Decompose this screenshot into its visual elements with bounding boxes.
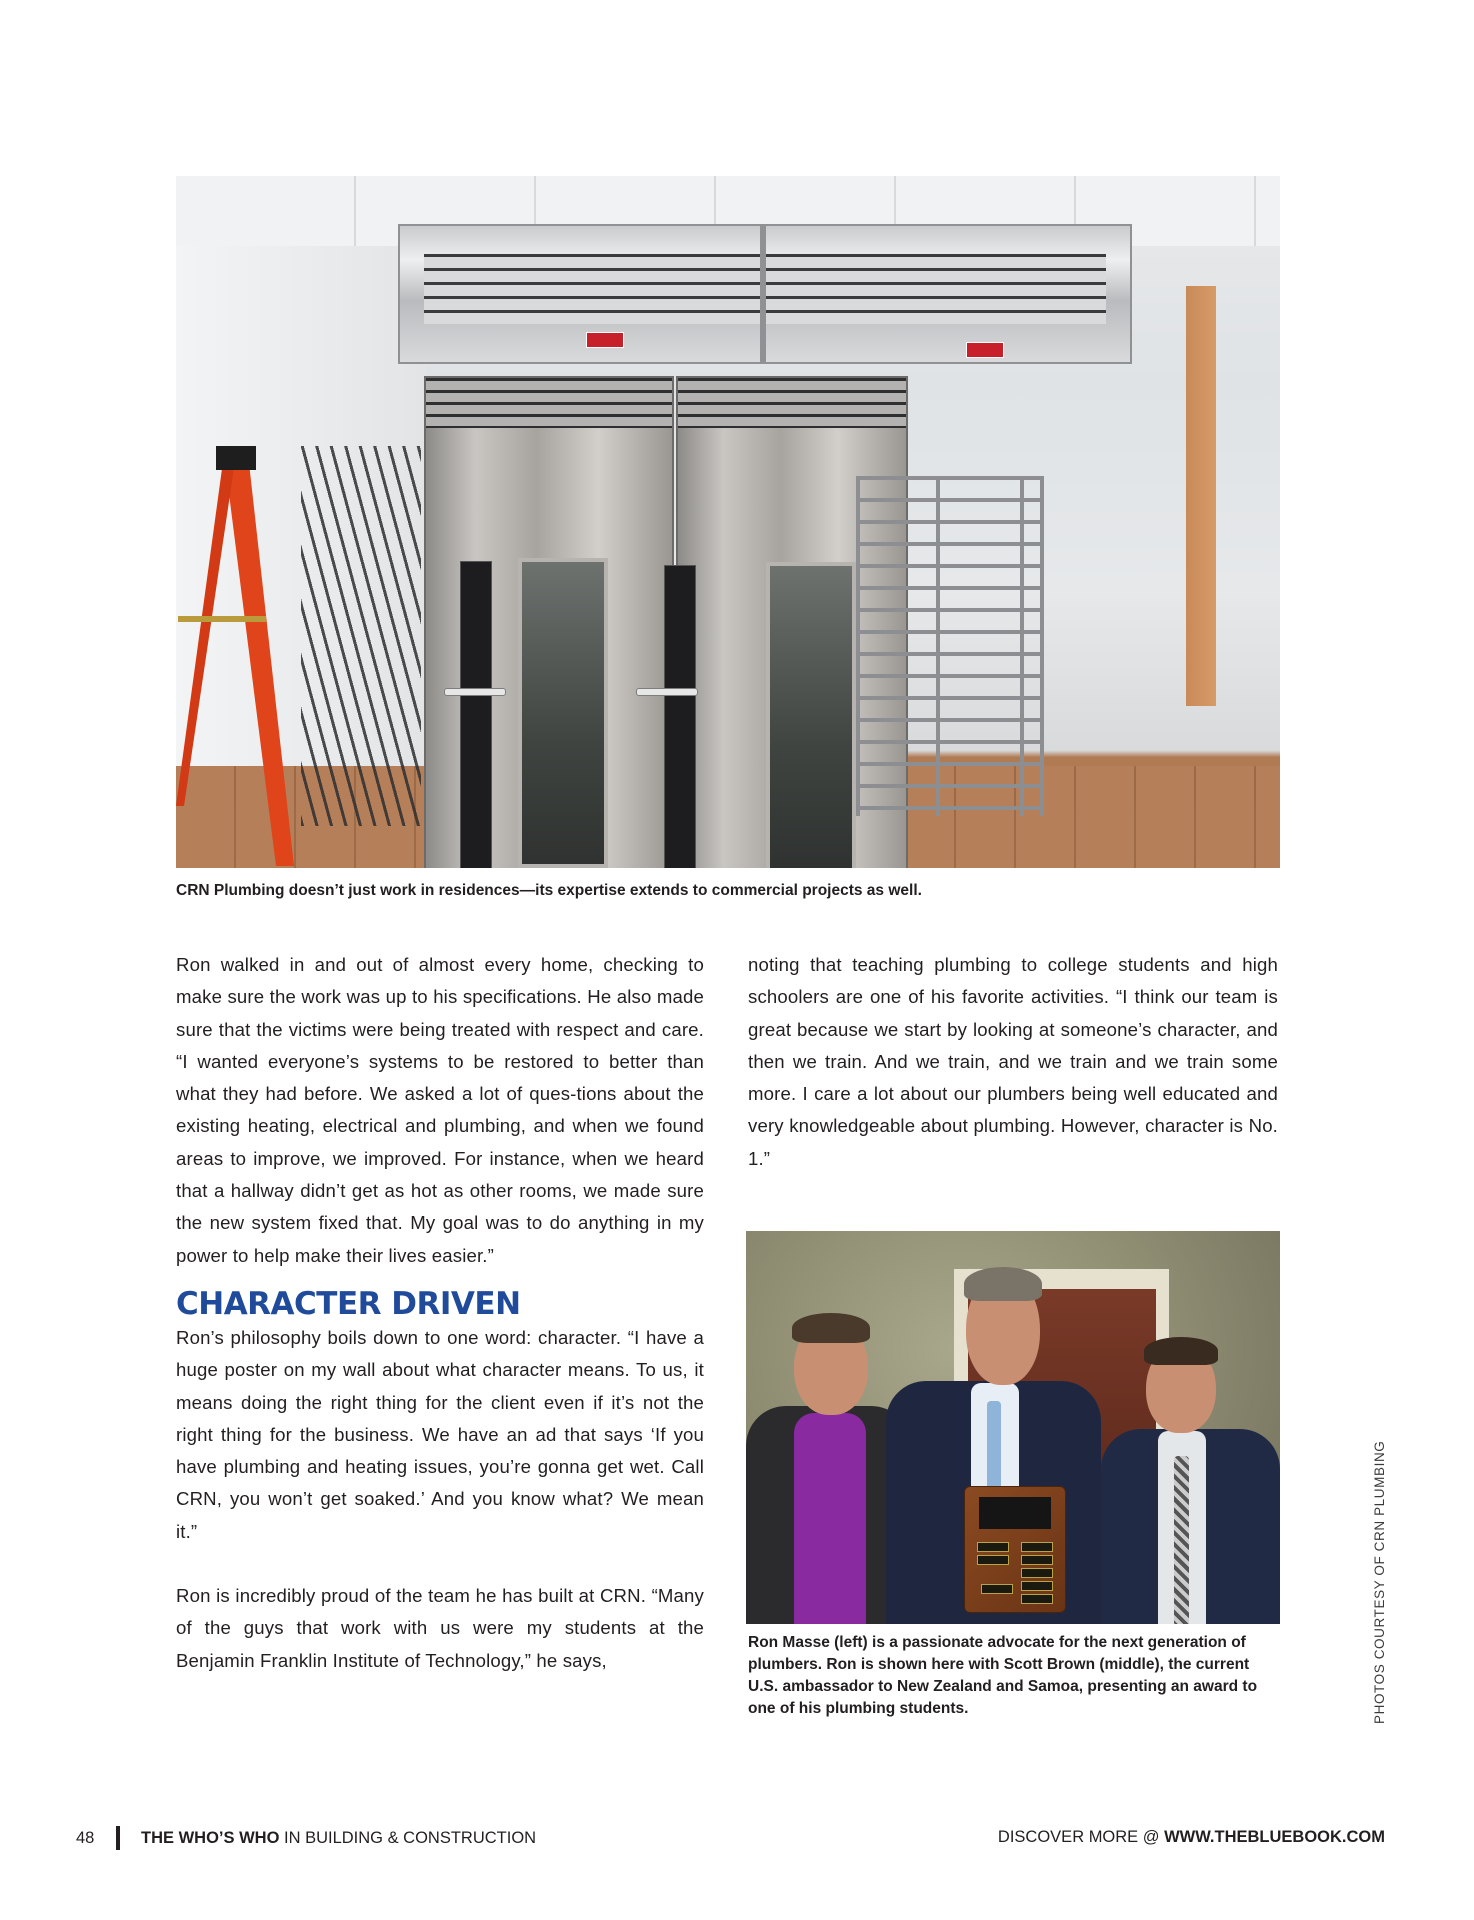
photo-credit: PHOTOS COURTESY OF CRN PLUMBING bbox=[1372, 1440, 1387, 1724]
award-photo bbox=[746, 1231, 1280, 1624]
publication-title-bold: THE WHO’S WHO bbox=[141, 1829, 280, 1847]
lbc-logo-badge bbox=[586, 332, 624, 348]
footer-divider bbox=[116, 1826, 120, 1850]
oven-control-panel bbox=[460, 561, 492, 868]
section-heading: CHARACTER DRIVEN bbox=[176, 1285, 521, 1322]
oven-door-window bbox=[518, 558, 608, 868]
page-number: 48 bbox=[76, 1829, 95, 1847]
top-photo-caption: CRN Plumbing doesn’t just work in residences—its expertise extends to commercial projects as well. bbox=[176, 882, 922, 899]
lbc-logo-badge bbox=[966, 342, 1004, 358]
paragraph: noting that teaching plumbing to college students and high schoolers are one of his favorite activities. “I think our team is great because we start by looking at someone’s character, and then we train. And we train, and we train and we train some more. I care a lot about our plumbers being well educated and very knowledgeable about plumbing. However, character is No. 1.” bbox=[748, 954, 1278, 1169]
oven-door-handle bbox=[636, 688, 698, 696]
award-plaque bbox=[964, 1486, 1066, 1613]
oven-door-window bbox=[766, 562, 856, 868]
bakery-rack bbox=[936, 476, 1044, 816]
oven-door-handle bbox=[444, 688, 506, 696]
bottom-photo-caption: Ron Masse (left) is a passionate advocate for the next generation of plumbers. Ron is shown here with Scott Brown (middle), the current U.S. ambassador to New Zealand and Samoa, presenting an award to one of his plumbing students. bbox=[748, 1634, 1258, 1717]
paragraph: Ron’s philosophy boils down to one word: character. “I have a huge poster on my wall about what character means. To us, it means doing the right thing for the client even if it’s not the right thing for the business. We have an ad that says ‘If you have plumbing and heating issues, you’re gonna get wet. Call CRN, you won’t get soaked.’ And you know what? We mean it.” bbox=[176, 1326, 704, 1542]
article-column-left bbox=[176, 949, 704, 1677]
footer-left bbox=[76, 1826, 536, 1850]
article-column-right bbox=[748, 949, 1278, 1175]
website-link[interactable]: WWW.THEBLUEBOOK.COM bbox=[1164, 1828, 1385, 1846]
paragraph: Ron is incredibly proud of the team he has built at CRN. “Many of the guys that work with us were my students at the Benjamin Franklin Institute of Technology,” he says, bbox=[176, 1585, 704, 1671]
oven-control-panel bbox=[664, 565, 696, 868]
pillar bbox=[1186, 286, 1216, 706]
discover-more-label: DISCOVER MORE @ bbox=[997, 1828, 1165, 1846]
orange-ladder bbox=[176, 446, 326, 866]
footer-right bbox=[998, 1826, 1385, 1848]
oven-hood bbox=[398, 224, 1132, 364]
paragraph: Ron walked in and out of almost every home, checking to make sure the work was up to his specifications. He also made sure that the victims were being treated with respect and care. “I wanted everyone’s systems to be restored to better than what they had before. We asked a lot of ques-tions about the existing heating, electrical and plumbing, and when we found areas to improve, we improved. For instance, when we heard that a hallway didn’t get as hot as other rooms, we made sure the new system fixed that. My goal was to do anything in my power to help make their lives easier.” bbox=[176, 954, 704, 1266]
oven-photo bbox=[176, 176, 1280, 868]
publication-title-rest: IN BUILDING & CONSTRUCTION bbox=[279, 1829, 537, 1847]
